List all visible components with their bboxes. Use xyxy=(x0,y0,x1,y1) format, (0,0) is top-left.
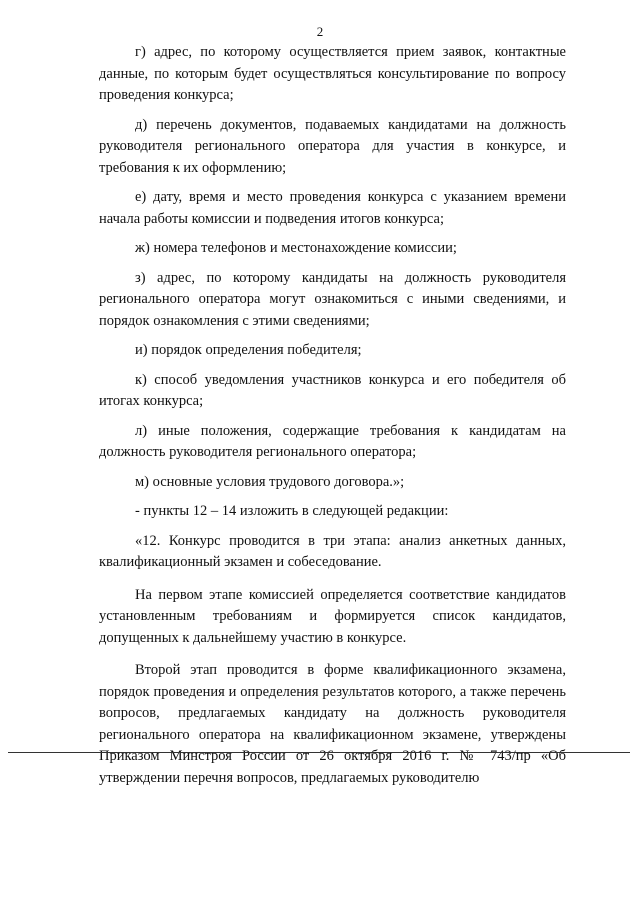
paragraph-zh: ж) номера телефонов и местонахождение комиссии; xyxy=(135,240,457,256)
paragraph-e: е) дату, время и место проведения конкурса с указанием времени начала работы комиссии и подведения итогов конкурса; xyxy=(99,189,566,227)
paragraph-stage-two: Второй этап проводится в форме квалификационного экзамена, порядок проведения и определения результатов которого, а также перечень вопросов, предлагаемых кандидату на должность руководителя регионального оператора на квалификационном экзамене, утверждены Приказом Минстроя России от 26 октября 2016 г. № 743/пр «Об утверждении перечня вопросов, предлагаемых руководителю xyxy=(99,662,566,786)
paragraph-k: к) способ уведомления участников конкурса и его победителя об итогах конкурса; xyxy=(99,371,566,409)
paragraph-amendment: - пункты 12 – 14 изложить в следующей редакции: xyxy=(135,503,449,519)
paragraph-m: м) основные условия трудового договора.»; xyxy=(135,473,405,490)
paragraph-12: «12. Конкурс проводится в три этапа: анализ анкетных данных, квалификационный экзамен и собеседование. xyxy=(99,532,566,570)
paragraph-z: з) адрес, по которому кандидаты на должность руководителя регионального оператора могут ознакомиться с иными сведениями, и порядок ознакомления с этими сведениями; xyxy=(99,269,566,329)
footer-divider xyxy=(8,752,630,753)
paragraph-g: г) адрес, по которому осуществляется прием заявок, контактные данные, по которым будет осуществляться консультирование по вопросу проведения конкурса; xyxy=(99,44,566,103)
page-number: 2 xyxy=(316,24,324,39)
paragraph-i: и) порядок определения победителя; xyxy=(135,342,362,358)
document-body xyxy=(99,42,566,789)
paragraph-l: л) иные положения, содержащие требования к кандидатам на должность руководителя регионального оператора; xyxy=(99,422,566,460)
paragraph-stage-one: На первом этапе комиссией определяется соответствие кандидатов установленным требованиям и формируется список кандидатов, допущенных к дальнейшему участию в конкурсе. xyxy=(99,586,566,646)
paragraph-d: д) перечень документов, подаваемых кандидатами на должность руководителя регионального оператора для участия в конкурсе, и требования к их оформлению; xyxy=(99,116,566,176)
